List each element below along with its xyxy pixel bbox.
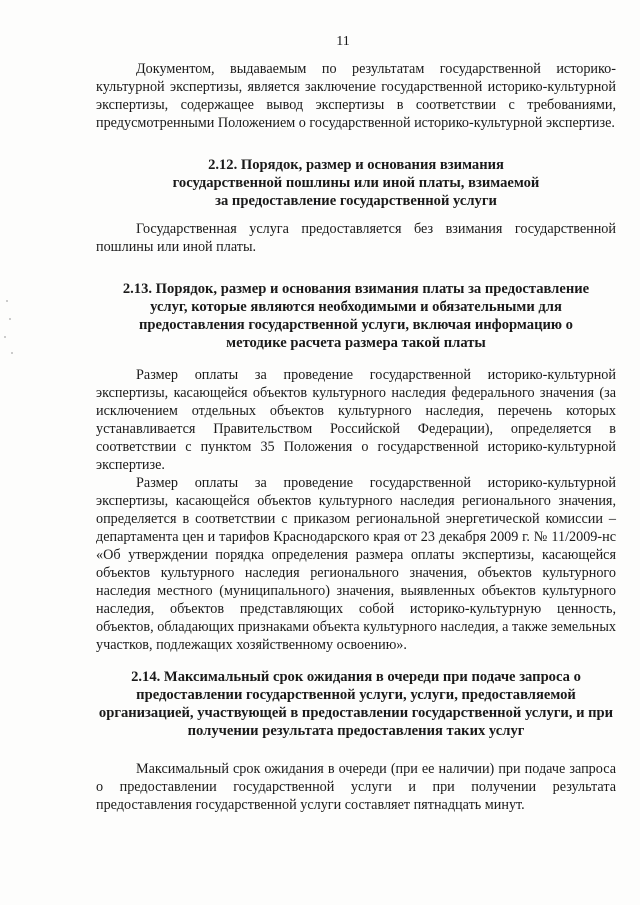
page-content [96, 60, 616, 814]
intro-paragraph: Документом, выдаваемым по результатам государственной историко-культурной экспертизы, является заключение государственной историко-культурной экспертизы, содержащее вывод экспертизы в соответствии с требованиями, предусмотренными Положением о государственной историко-культурной экспертизе. [96, 61, 616, 131]
section-2-14 [96, 668, 616, 814]
section-2-12-paragraph: Государственная услуга предоставляется без взимания государственной пошлины или иной платы. [96, 221, 616, 255]
section-2-13-heading: 2.13. Порядок, размер и основания взимания платы за предоставление услуг, которые являются необходимыми и обязательными для предоставления государственной услуги, включая информацию о методике расчета размера такой платы [122, 281, 590, 351]
section-2-13-paragraph-1: Размер оплаты за проведение государственной историко-культурной экспертизы, касающейся объектов культурного наследия федерального значения (за исключением отдельных объектов культурного наследия, перечень которых устанавливается Правительством Российской Федерации), определяется в соответствии с пунктом 35 Положения о государственной историко-культурной экспертизе. [96, 367, 616, 473]
section-2-12 [96, 156, 616, 256]
scan-speck [9, 318, 11, 320]
section-2-13 [96, 280, 616, 654]
section-2-13-paragraph-2: Размер оплаты за проведение государственной историко-культурной экспертизы, касающейся объектов культурного наследия регионального значения, определяется в соответствии с приказом региональной энергетической комиссии – департамента цен и тарифов Краснодарского края от 23 декабря 2009 г. № 11/2009-нс «Об утверждении порядка определения размера оплаты экспертизы, касающейся объектов культурного наследия регионального значения, объектов культурного наследия местного (муниципального) значения, выявленных объектов культурного наследия, объектов представляющих собой историко-культурную ценность, объектов, обладающих признаками объекта культурного наследия, а также земельных участков, подлежащих хозяйственному освоению». [96, 475, 616, 653]
scan-speck [4, 336, 6, 338]
scan-speck [11, 352, 13, 354]
section-2-14-paragraph: Максимальный срок ожидания в очереди (при ее наличии) при подаче запроса о предоставлении государственной услуги и при получении результата предоставления государственной услуги составляет пятнадцать минут. [96, 761, 616, 813]
page-number: 11 [336, 34, 350, 49]
scan-speck [6, 300, 8, 302]
section-2-12-heading: 2.12. Порядок, размер и основания взимания государственной пошлины или иной платы, взимаемой за предоставление государственной услуги [172, 157, 540, 209]
section-2-14-heading: 2.14. Максимальный срок ожидания в очереди при подаче запроса о предоставлении государственной услуги, услуги, предоставляемой организацией, участвующей в предоставлении государственной услуги, и при получении результата предоставления таких услуг [98, 669, 614, 739]
